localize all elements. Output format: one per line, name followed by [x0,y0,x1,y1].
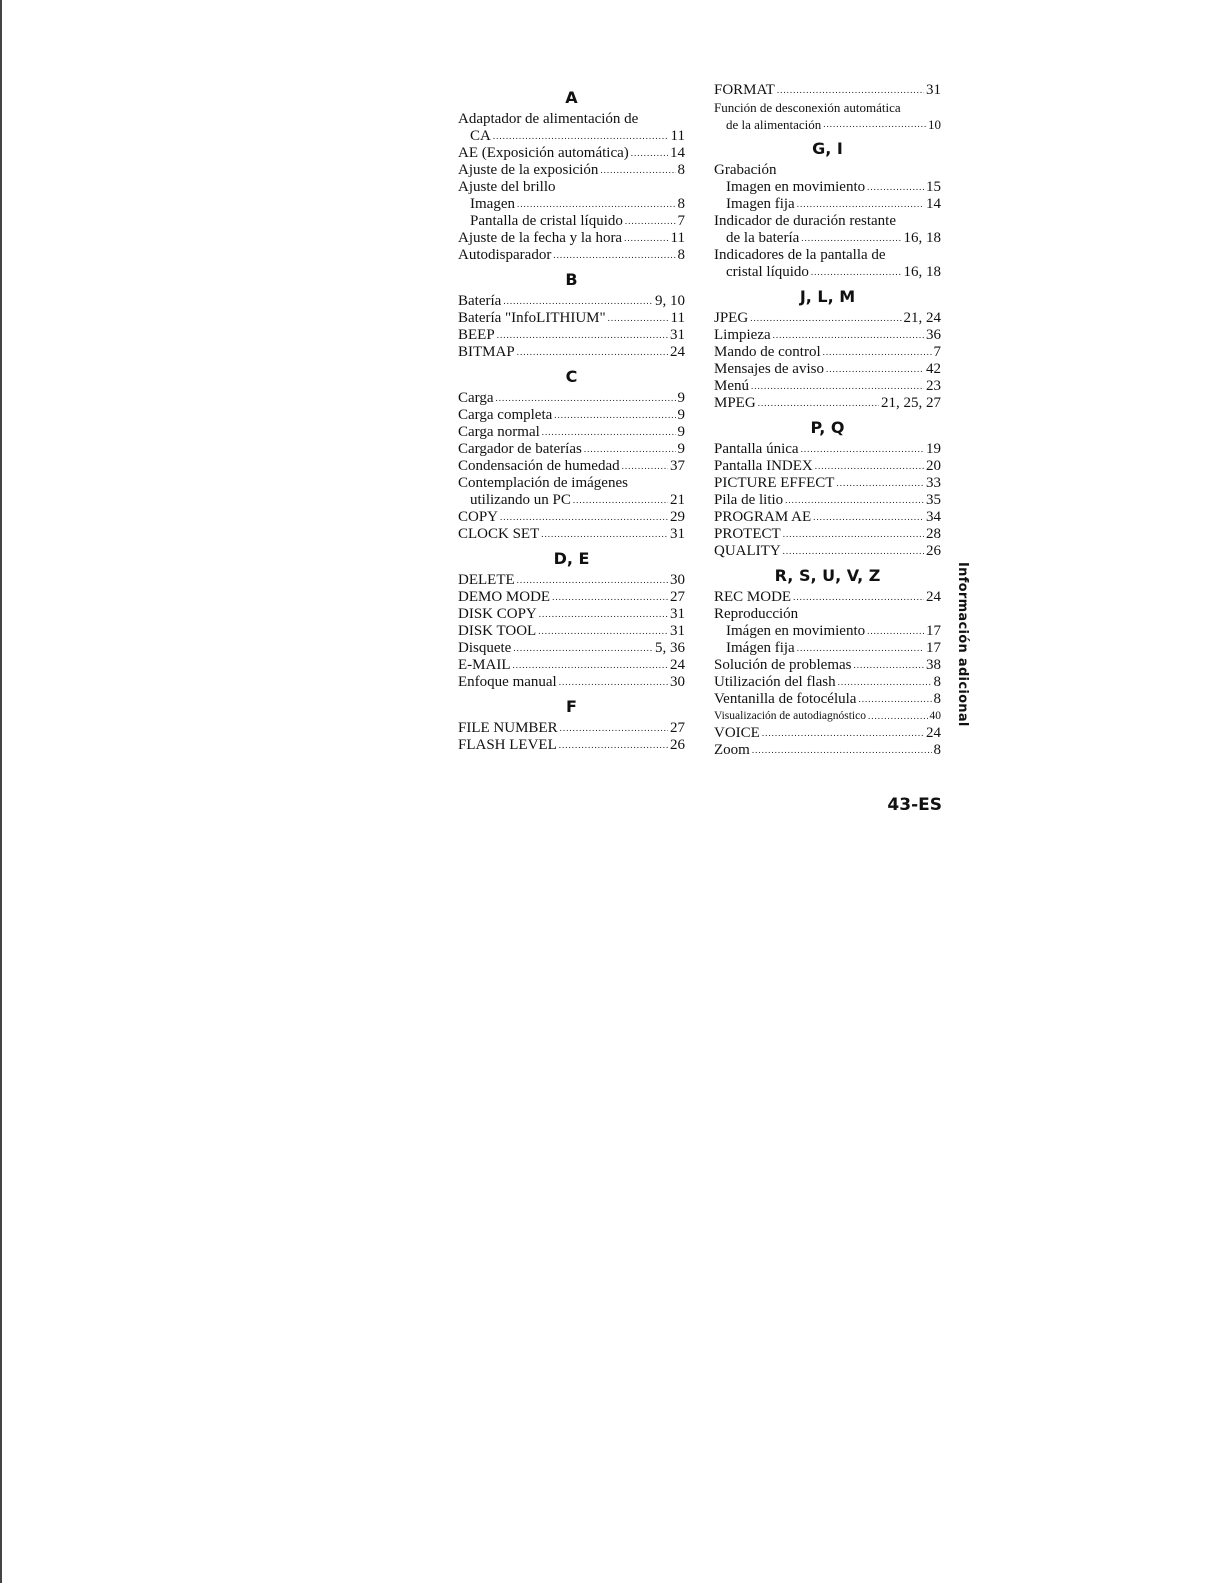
index-entry-page: 11 [670,128,685,144]
index-entry-label: E-MAIL [458,657,511,673]
index-entry-page: 14 [670,145,685,161]
dot-leader [552,589,668,606]
dot-leader [838,674,932,691]
index-entry [714,606,941,623]
index-entry [458,441,685,458]
index-entry-page: 8 [677,247,685,263]
index-entry-page: 16, 18 [903,264,941,280]
index-entry-page: 8 [933,674,941,690]
index-entry-page: 9 [677,441,685,457]
index-entry-label: Limpieza [714,327,771,343]
index-entry-label: Mensajes de aviso [714,361,824,377]
index-entry [714,213,941,230]
index-entry-page: 5, 36 [655,640,685,656]
dot-leader [853,657,924,674]
index-entry [458,196,685,213]
index-entry-page: 26 [926,543,941,559]
index-entry-label: COPY [458,509,499,525]
index-entry-page: 11 [670,310,685,326]
index-entry [714,458,941,475]
index-entry-label: FILE NUMBER [458,720,558,736]
index-letter-heading: D, E [553,549,590,568]
index-letter-heading: J, L, M [799,287,856,306]
index-entry-label: CLOCK SET [458,526,540,542]
index-entry-label: Pantalla única [714,441,799,457]
index-entry [458,407,685,424]
index-entry [458,327,685,344]
index-entry-page: 20 [926,458,941,474]
index-entry [458,310,685,327]
index-entry [458,492,685,509]
index-entry-page: 30 [670,674,685,690]
dot-leader [541,526,668,543]
index-entry-page: 34 [926,509,941,525]
index-entry [458,128,685,145]
index-entry-label: BEEP [458,327,495,343]
index-entry [458,458,685,475]
dot-leader [868,708,928,725]
index-entry [714,310,941,327]
index-entry [714,264,941,281]
index-entry-label: FORMAT [714,82,775,98]
index-entry-page: 26 [670,737,685,753]
index-entry [714,99,941,116]
index-entry-label: Pantalla INDEX [714,458,813,474]
section-side-tab: Información adicional [955,562,970,727]
index-entry-page: 14 [926,196,941,212]
dot-leader [542,424,676,441]
dot-leader [797,196,924,213]
dot-leader [553,247,675,264]
dot-leader [793,589,924,606]
index-entry [458,230,685,247]
index-letter-heading: A [565,88,578,107]
dot-leader [797,640,924,657]
index-entry-label: VOICE [714,725,760,741]
index-entry-label: Carga completa [458,407,553,423]
index-entry [714,378,941,395]
index-entry [714,623,941,640]
index-entry-page: 36 [926,327,941,343]
index-entry-label: Ventanilla de fotocélula [714,691,857,707]
index-entry-page: 42 [926,361,941,377]
index-letter-heading: R, S, U, V, Z [774,566,881,585]
index-entry-label: Mando de control [714,344,821,360]
index-column-right [714,82,941,759]
index-entry-label: Pila de litio [714,492,784,508]
index-letter-heading: C [565,367,578,386]
dot-leader [493,128,669,145]
index-entry-page: 7 [933,344,941,360]
index-entry-label: Menú [714,378,749,394]
index-entry [714,179,941,196]
index-entry-page: 15 [926,179,941,195]
dot-leader [513,640,653,657]
index-entry-label: Solución de problemas [714,657,852,673]
index-entry [458,640,685,657]
dot-leader [631,145,668,162]
index-entry [714,589,941,606]
index-entry [458,589,685,606]
index-entry-page: 17 [926,640,941,656]
index-entry [458,344,685,361]
dot-leader [801,441,924,458]
index-entry [458,162,685,179]
index-entry [714,344,941,361]
index-entry-label: JPEG [714,310,749,326]
index-letter-heading: F [566,697,577,716]
index-entry [458,213,685,230]
index-entry [714,162,941,179]
dot-leader [573,492,668,509]
index-entry [458,293,685,310]
index-entry-page: 27 [670,720,685,736]
index-entry [714,509,941,526]
index-entry [458,737,685,754]
index-entry-label: Ajuste de la fecha y la hora [458,230,623,246]
index-entry [458,572,685,589]
index-entry-label: QUALITY [714,543,781,559]
index-entry-label: Imagen en movimiento [726,179,866,195]
index-entry [458,623,685,640]
index-entry-label: Indicadores de la pantalla de [714,247,886,263]
index-entry-label: Disquete [458,640,512,656]
dot-leader [823,344,932,361]
index-letter-heading: B [565,270,578,289]
index-entry-page: 24 [670,344,685,360]
page-number: 43-ES [887,795,942,815]
index-entry-label: Zoom [714,742,750,758]
index-entry [714,640,941,657]
index-entry [714,526,941,543]
index-entry [458,111,685,128]
index-entry [714,674,941,691]
index-entry-page: 8 [933,742,941,758]
index-entry [714,116,941,133]
index-entry [714,742,941,759]
dot-leader [750,310,901,327]
dot-leader [554,407,675,424]
index-entry [714,327,941,344]
index-entry [458,509,685,526]
index-entry-label: Ajuste de la exposición [458,162,599,178]
index-entry-label: FLASH LEVEL [458,737,557,753]
index-entry-label: BITMAP [458,344,515,360]
dot-leader [777,82,924,99]
index-entry-page: 10 [928,117,941,132]
index-entry-label: CA [470,128,491,144]
index-entry-page: 9, 10 [655,293,685,309]
dot-leader [517,572,668,589]
dot-leader [762,725,924,742]
index-letter-heading: G, I [812,139,843,158]
dot-leader [496,390,676,407]
index-entry-page: 8 [677,162,685,178]
index-entry-label: DELETE [458,572,515,588]
index-entry [458,424,685,441]
index-entry-label: Condensación de humedad [458,458,620,474]
dot-leader [584,441,676,458]
dot-leader [758,395,879,412]
index-entry-page: 24 [926,725,941,741]
index-entry-label: PICTURE EFFECT [714,475,835,491]
index-entry-label: de la batería [726,230,800,246]
dot-leader [813,509,924,526]
index-entry [714,691,941,708]
index-column-left [458,82,685,754]
index-entry-page: 17 [926,623,941,639]
dot-leader [622,458,668,475]
index-entry [714,657,941,674]
dot-leader [559,674,668,691]
index-entry-label: MPEG [714,395,756,411]
index-entry-page: 27 [670,589,685,605]
index-entry [714,725,941,742]
index-entry-label: DISK COPY [458,606,537,622]
index-entry-label: utilizando un PC [470,492,571,508]
index-entry-label: Pantalla de cristal líquido [470,213,623,229]
dot-leader [858,691,931,708]
dot-leader [783,543,924,560]
index-entry-label: Imagen fija [726,196,795,212]
dot-leader [752,742,932,759]
index-entry [458,475,685,492]
dot-leader [625,213,676,230]
index-entry [458,657,685,674]
dot-leader [608,310,669,327]
index-entry-label: PROTECT [714,526,781,542]
index-entry-page: 31 [670,606,685,622]
index-entry [714,82,941,99]
index-entry-page: 8 [677,196,685,212]
index-entry [714,247,941,264]
index-entry-page: 8 [933,691,941,707]
dot-leader [823,116,926,133]
index-entry-label: de la alimentación [726,117,822,132]
index-entry-page: 21 [670,492,685,508]
dot-leader [538,623,668,640]
index-entry-page: 9 [677,390,685,406]
index-entry-page: 19 [926,441,941,457]
dot-leader [785,492,924,509]
index-entry [458,526,685,543]
dot-leader [624,230,668,247]
index-entry-page: 40 [929,710,941,722]
index-entry-page: 23 [926,378,941,394]
index-entry-label: Imágen fija [726,640,795,656]
index-entry-label: Ajuste del brillo [458,179,556,195]
dot-leader [513,657,669,674]
dot-leader [801,230,901,247]
index-entry-page: 24 [670,657,685,673]
index-entry [714,441,941,458]
index-entry-page: 16, 18 [903,230,941,246]
index-entry-page: 31 [670,623,685,639]
index-entry-label: cristal líquido [726,264,809,280]
index-entry-label: Grabación [714,162,777,178]
index-entry [714,475,941,492]
dot-leader [751,378,924,395]
index-entry-label: Carga normal [458,424,540,440]
dot-leader [811,264,902,281]
index-entry [714,230,941,247]
index-entry-label: DISK TOOL [458,623,537,639]
index-entry-page: 7 [677,213,685,229]
index-entry-label: Batería [458,293,502,309]
index-entry-label: Enfoque manual [458,674,557,690]
binding-edge-line [0,0,2,1583]
index-entry [458,145,685,162]
index-entry-page: 11 [670,230,685,246]
index-entry [714,543,941,560]
index-entry-label: Batería "InfoLITHIUM" [458,310,606,326]
index-entry-page: 9 [677,407,685,423]
index-entry-page: 24 [926,589,941,605]
index-entry-page: 33 [926,475,941,491]
index-entry-page: 37 [670,458,685,474]
dot-leader [517,196,676,213]
dot-leader [500,509,668,526]
index-entry [714,708,941,725]
index-entry [714,361,941,378]
index-entry-label: Imagen [470,196,515,212]
index-entry-label: Función de desconexión automática [714,100,901,115]
dot-leader [517,344,668,361]
index-entry-page: 9 [677,424,685,440]
index-entry-page: 28 [926,526,941,542]
index-entry-page: 31 [926,82,941,98]
index-entry [458,179,685,196]
dot-leader [539,606,668,623]
dot-leader [826,361,924,378]
index-entry-page: 29 [670,509,685,525]
index-entry [458,606,685,623]
index-entry-label: Carga [458,390,494,406]
index-entry [458,674,685,691]
index-entry-label: Adaptador de alimentación de [458,111,639,127]
index-entry-label: Contemplación de imágenes [458,475,628,491]
index-entry [714,196,941,213]
dot-leader [836,475,924,492]
index-entry-label: REC MODE [714,589,792,605]
dot-leader [773,327,924,344]
index-entry-label: Utilización del flash [714,674,836,690]
index-letter-heading: P, Q [810,418,845,437]
index-entry-page: 31 [670,526,685,542]
dot-leader [783,526,924,543]
dot-leader [867,623,924,640]
index-entry-label: Imágen en movimiento [726,623,866,639]
index-entry-label: DEMO MODE [458,589,551,605]
dot-leader [560,720,668,737]
index-entry [714,395,941,412]
index-entry-label: Visualización de autodiagnóstico [714,710,866,722]
index-entry [458,247,685,264]
index-entry-page: 30 [670,572,685,588]
index-entry-page: 21, 24 [903,310,941,326]
index-entry-label: AE (Exposición automática) [458,145,629,161]
dot-leader [497,327,668,344]
dot-leader [503,293,653,310]
index-entry-page: 35 [926,492,941,508]
index-entry-page: 38 [926,657,941,673]
index-entry [458,720,685,737]
index-entry-page: 21, 25, 27 [881,395,941,411]
index-entry [458,390,685,407]
index-entry-label: Cargador de baterías [458,441,582,457]
index-entry [714,492,941,509]
index-entry-label: PROGRAM AE [714,509,812,525]
index-entry-label: Autodisparador [458,247,552,263]
dot-leader [867,179,924,196]
index-entry-label: Reproducción [714,606,799,622]
dot-leader [600,162,675,179]
index-entry-label: Indicador de duración restante [714,213,896,229]
index-entry-page: 31 [670,327,685,343]
dot-leader [559,737,668,754]
dot-leader [815,458,924,475]
